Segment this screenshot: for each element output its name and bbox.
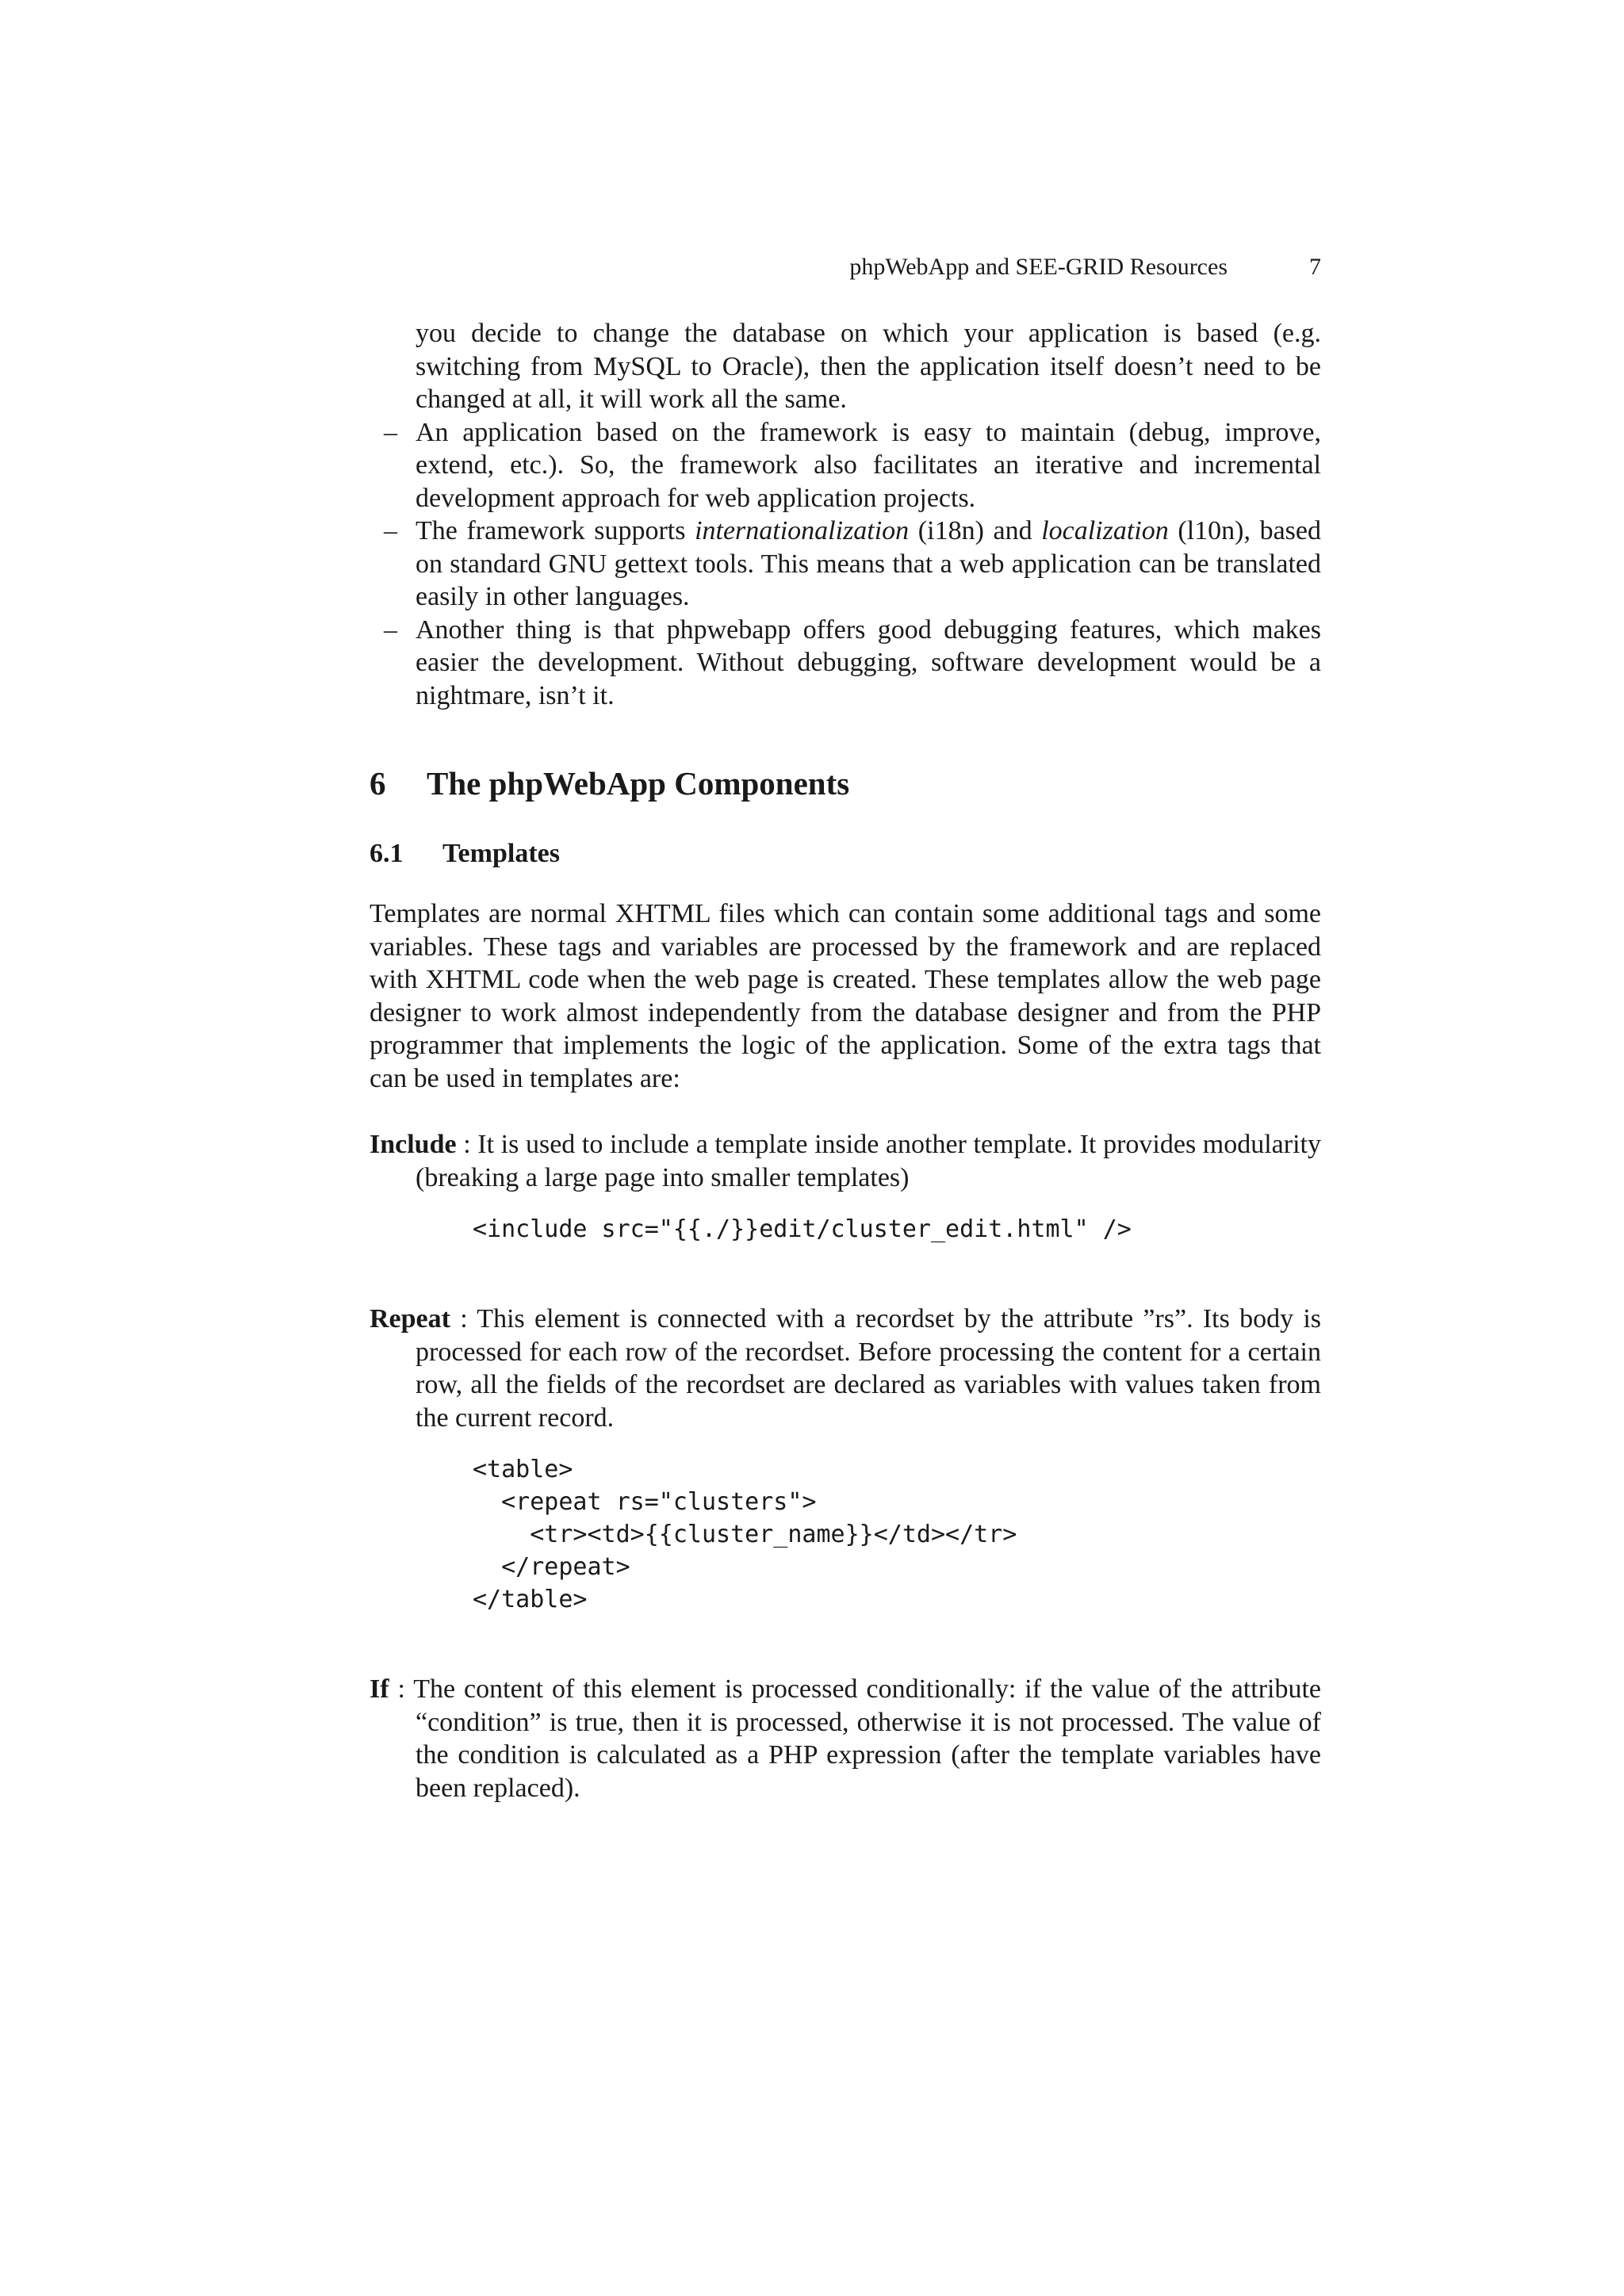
list-item-text-mid: (i18n) and xyxy=(909,516,1042,545)
continuation-paragraph: you decide to change the database on which your application is based (e.g. switching from MySQL to Oracle), then the application itself doesn’t need to be changed at all, it will work all the same. xyxy=(416,319,1321,414)
list-item xyxy=(370,614,1321,713)
dash-bullet: – xyxy=(384,417,397,447)
section-heading xyxy=(370,760,1321,807)
definition-body: : It is used to include a template inside another template. It provides modularity (breaking a large page into smaller templates) xyxy=(416,1130,1321,1192)
list-item xyxy=(370,416,1321,515)
definition-term: Repeat xyxy=(370,1304,450,1334)
dash-bullet: – xyxy=(384,614,397,645)
definition-if xyxy=(370,1673,1321,1804)
emphasis-localization: localization xyxy=(1041,516,1169,545)
subsection-number: 6.1 xyxy=(370,839,404,868)
definition-text xyxy=(370,1673,1321,1804)
definition-body: : The content of this element is processed conditionally: if the value of the attribute “condition” is true, then it is processed, otherwise it is not processed. The value of the condition is calculated as a PHP expression (after the template variables have been replaced). xyxy=(389,1674,1321,1803)
emphasis-internationalization: internationalization xyxy=(695,516,910,545)
list-item-text-post: (l10n), based on standard GNU gettext tools. This means that a web application can be translated easily in other languages. xyxy=(416,516,1321,611)
definition-text xyxy=(370,1303,1321,1434)
subsection-heading xyxy=(370,834,1321,874)
list-item-text: Another thing is that phpwebapp offers good debugging features, which makes easier the development. Without debugging, software development would be a nightmare, isn’t it. xyxy=(416,614,1321,710)
section-title: The phpWebApp Components xyxy=(427,765,850,802)
definition-body: : This element is connected with a recordset by the attribute ”rs”. Its body is processed for each row of the recordset. Before processing the content for a certain row, all the fields of the recordset are declared as variables with values taken from the current record. xyxy=(416,1304,1321,1433)
list-item xyxy=(370,515,1321,614)
definition-include xyxy=(370,1128,1321,1269)
list-item-text: An application based on the framework is easy to maintain (debug, improve, extend, etc.). So, the framework also facilitates an iterative and incremental development approach for web application projects. xyxy=(416,417,1321,513)
page-number: 7 xyxy=(1309,254,1321,280)
definition-term: If xyxy=(370,1674,389,1704)
definition-repeat xyxy=(370,1303,1321,1640)
definition-text xyxy=(370,1128,1321,1194)
code-block-include: <include src="{{./}}edit/cluster_edit.html" /> xyxy=(473,1215,1132,1243)
definition-term: Include xyxy=(370,1130,457,1159)
feature-list xyxy=(370,416,1321,713)
running-head xyxy=(370,247,1321,287)
code-block-repeat: <table> <repeat rs="clusters"> <tr><td>{{cluster_name}}</td></tr> </repeat> </table> xyxy=(473,1456,1017,1613)
dash-bullet: – xyxy=(384,516,397,545)
subsection-title: Templates xyxy=(442,839,560,868)
list-item-text-pre: The framework supports xyxy=(416,516,695,545)
page-body xyxy=(370,317,1321,1804)
running-title: phpWebApp and SEE-GRID Resources xyxy=(849,254,1228,280)
intro-paragraph: Templates are normal XHTML files which can contain some additional tags and some variables. These tags and variables are processed by the framework and are replaced with XHTML code when the web page is created. These templates allow the web page designer to work almost independently from the database designer and from the PHP programmer that implements the logic of the application. Some of the extra tags that can be used in templates are: xyxy=(370,899,1321,1093)
section-number: 6 xyxy=(370,765,386,802)
